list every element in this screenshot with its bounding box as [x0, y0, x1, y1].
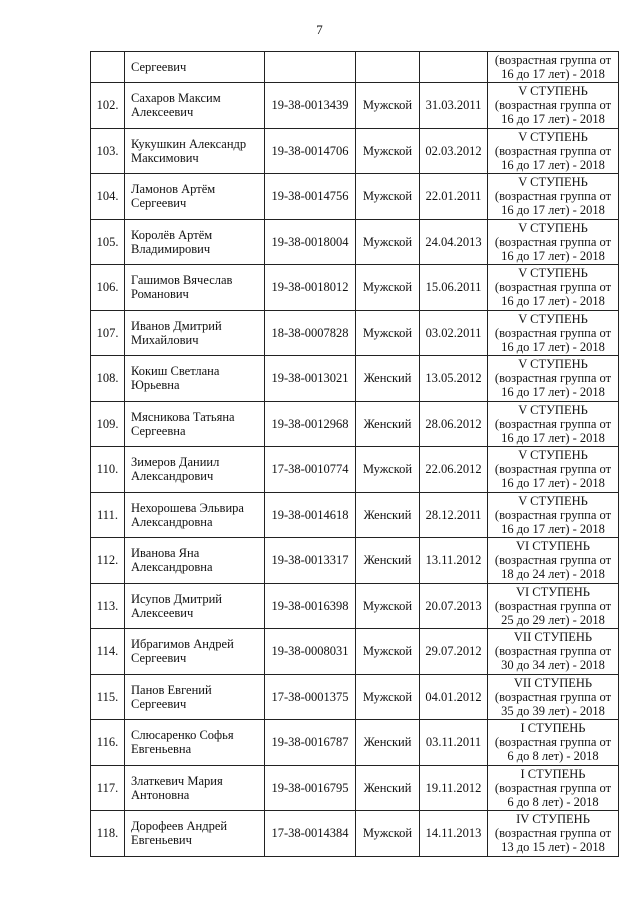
gto-level-line: (возрастная группа от: [494, 598, 612, 613]
gto-level-line: I СТУПЕНЬ: [520, 721, 586, 736]
uin-code: 19-38-0013439: [265, 83, 356, 129]
table-row: [91, 356, 619, 402]
full-name-line: Златкевич Мария: [131, 773, 223, 788]
gto-level-line: (возрастная группа от: [494, 325, 612, 340]
gto-level-line: (возрастная группа от: [494, 234, 612, 249]
gto-level-line: (возрастная группа от: [494, 189, 612, 204]
table-row: [91, 492, 619, 538]
gto-level-line: 6 до 8 лет) - 2018: [507, 749, 599, 764]
gto-level: [488, 765, 619, 811]
birth-date: 22.01.2011: [420, 174, 488, 220]
table-row: [91, 83, 619, 129]
gto-level-line: (возрастная группа от: [494, 416, 612, 431]
gto-level: [488, 674, 619, 720]
full-name: [125, 583, 265, 629]
full-name: [125, 128, 265, 174]
table-row: [91, 219, 619, 265]
birth-date: 31.03.2011: [420, 83, 488, 129]
full-name-line: Алексеевич: [131, 105, 194, 120]
full-name-line: Михайлович: [131, 332, 199, 347]
uin-code: 19-38-0016398: [265, 583, 356, 629]
full-name-line: Евгеньевич: [131, 833, 192, 848]
gender: [356, 52, 420, 83]
gto-level: [488, 265, 619, 311]
gender: Мужской: [356, 583, 420, 629]
full-name-line: Сергеевич: [131, 196, 187, 211]
gender: Женский: [356, 401, 420, 447]
gto-level-line: 16 до 17 лет) - 2018: [501, 521, 605, 536]
full-name-line: Королёв Артём: [131, 227, 213, 242]
table-row: [91, 128, 619, 174]
full-name-line: Евгеньевна: [131, 742, 192, 757]
uin-code: 19-38-0014618: [265, 492, 356, 538]
table-row: [91, 174, 619, 220]
row-number: 118.: [91, 811, 125, 857]
birth-date: 20.07.2013: [420, 583, 488, 629]
full-name-line: Кукушкин Александр: [131, 136, 247, 151]
uin-code: 19-38-0016787: [265, 720, 356, 766]
full-name: [125, 720, 265, 766]
gto-level: [488, 538, 619, 584]
full-name-line: Сергеевич: [131, 696, 187, 711]
gender: Женский: [356, 765, 420, 811]
full-name-line: Юрьевна: [131, 378, 180, 393]
gto-level-line: (возрастная группа от: [494, 553, 612, 568]
full-name-line: Иванов Дмитрий: [131, 318, 222, 333]
uin-code: 17-38-0001375: [265, 674, 356, 720]
full-name-line: Гашимов Вячеслав: [131, 273, 233, 288]
row-number: 105.: [91, 219, 125, 265]
gender: Мужской: [356, 674, 420, 720]
row-number: 111.: [91, 492, 125, 538]
gto-level: [488, 83, 619, 129]
table-row: [91, 310, 619, 356]
gto-level-line: 16 до 17 лет) - 2018: [501, 385, 605, 400]
gto-level-line: V СТУПЕНЬ: [518, 175, 588, 190]
gto-level-line: 16 до 17 лет) - 2018: [501, 339, 605, 354]
gender: Мужской: [356, 811, 420, 857]
full-name: [125, 765, 265, 811]
gto-level-line: (возрастная группа от: [494, 53, 612, 67]
full-name: [125, 674, 265, 720]
uin-code: 19-38-0012968: [265, 401, 356, 447]
full-name-line: Панов Евгений: [131, 682, 212, 697]
full-name: [125, 174, 265, 220]
gto-level-line: (возрастная группа от: [494, 735, 612, 750]
row-number: 106.: [91, 265, 125, 311]
full-name: [125, 265, 265, 311]
birth-date: 28.06.2012: [420, 401, 488, 447]
gto-level-line: 25 до 29 лет) - 2018: [501, 612, 605, 627]
birth-date: 15.06.2011: [420, 265, 488, 311]
gto-level-line: V СТУПЕНЬ: [518, 129, 588, 144]
gto-level-line: (возрастная группа от: [494, 826, 612, 841]
gto-level-line: VI СТУПЕНЬ: [515, 584, 590, 599]
gto-level-line: 18 до 24 лет) - 2018: [501, 567, 605, 582]
uin-code: 17-38-0014384: [265, 811, 356, 857]
gender: Женский: [356, 538, 420, 584]
gender: Мужской: [356, 219, 420, 265]
gto-level-line: V СТУПЕНЬ: [518, 311, 588, 326]
full-name: [125, 811, 265, 857]
birth-date: [420, 52, 488, 83]
gto-level-line: (возрастная группа от: [494, 507, 612, 522]
uin-code: 19-38-0016795: [265, 765, 356, 811]
registry-table: [90, 51, 619, 857]
gto-level-line: VII СТУПЕНЬ: [513, 630, 593, 645]
gto-level-line: 16 до 17 лет) - 2018: [501, 430, 605, 445]
gto-level-line: (возрастная группа от: [494, 280, 612, 295]
full-name: [125, 538, 265, 584]
full-name-line: Слюсаренко Софья: [131, 728, 234, 743]
gender: Мужской: [356, 83, 420, 129]
gto-level-line: (возрастная группа от: [494, 371, 612, 386]
birth-date: 03.11.2011: [420, 720, 488, 766]
row-number: 109.: [91, 401, 125, 447]
gto-level-line: 16 до 17 лет) - 2018: [501, 67, 605, 81]
gto-level-line: V СТУПЕНЬ: [518, 266, 588, 281]
gto-level-line: 35 до 39 лет) - 2018: [501, 703, 605, 718]
page-number: 7: [316, 22, 323, 37]
row-number: 115.: [91, 674, 125, 720]
full-name-line: Ламонов Артём: [131, 182, 216, 197]
gto-level: [488, 401, 619, 447]
birth-date: 03.02.2011: [420, 310, 488, 356]
full-name: [125, 310, 265, 356]
gto-level-line: V СТУПЕНЬ: [518, 357, 588, 372]
gto-level-line: 16 до 17 лет) - 2018: [501, 476, 605, 491]
full-name-line: Алексеевич: [131, 605, 194, 620]
uin-code: 19-38-0008031: [265, 629, 356, 675]
full-name-line: Сахаров Максим: [131, 91, 221, 106]
gto-level-line: (возрастная группа от: [494, 644, 612, 659]
gto-level-line: 16 до 17 лет) - 2018: [501, 203, 605, 218]
gender: Мужской: [356, 265, 420, 311]
gender: Мужской: [356, 447, 420, 493]
gto-level-line: (возрастная группа от: [494, 98, 612, 113]
uin-code: 19-38-0018004: [265, 219, 356, 265]
row-number: 103.: [91, 128, 125, 174]
birth-date: 24.04.2013: [420, 219, 488, 265]
full-name-line: Александровна: [131, 514, 213, 529]
row-number: [91, 52, 125, 83]
table-row: [91, 265, 619, 311]
full-name-line: Максимович: [131, 150, 199, 165]
gto-level-line: V СТУПЕНЬ: [518, 84, 588, 99]
table-row: [91, 401, 619, 447]
table-row: [91, 811, 619, 857]
gto-level-line: 16 до 17 лет) - 2018: [501, 157, 605, 172]
uin-code: 19-38-0014756: [265, 174, 356, 220]
gto-level-line: VI СТУПЕНЬ: [515, 539, 590, 554]
full-name: [125, 629, 265, 675]
gto-level-line: 16 до 17 лет) - 2018: [501, 294, 605, 309]
table-row: [91, 583, 619, 629]
table-row: [91, 52, 619, 83]
birth-date: 04.01.2012: [420, 674, 488, 720]
full-name-line: Ибрагимов Андрей: [131, 637, 234, 652]
birth-date: 19.11.2012: [420, 765, 488, 811]
uin-code: 19-38-0018012: [265, 265, 356, 311]
gender: Мужской: [356, 174, 420, 220]
gto-level-line: 16 до 17 лет) - 2018: [501, 112, 605, 127]
full-name-line: Нехорошева Эльвира: [131, 500, 244, 515]
gto-level: [488, 492, 619, 538]
gto-level: [488, 174, 619, 220]
gto-level-line: IV СТУПЕНЬ: [516, 812, 590, 827]
gto-level: [488, 583, 619, 629]
gto-level-line: VII СТУПЕНЬ: [513, 675, 593, 690]
gto-level-line: (возрастная группа от: [494, 462, 612, 477]
full-name: [125, 401, 265, 447]
row-number: 112.: [91, 538, 125, 584]
gto-level-line: 16 до 17 лет) - 2018: [501, 248, 605, 263]
full-name-line: Зимеров Даниил: [131, 455, 220, 470]
row-number: 110.: [91, 447, 125, 493]
uin-code: 17-38-0010774: [265, 447, 356, 493]
full-name-line: Александровна: [131, 560, 213, 575]
gto-level: [488, 447, 619, 493]
gto-level: [488, 356, 619, 402]
gto-level: [488, 128, 619, 174]
uin-code: 18-38-0007828: [265, 310, 356, 356]
gender: Мужской: [356, 629, 420, 675]
full-name-line: Сергеевна: [131, 423, 186, 438]
full-name-line: Кокиш Светлана: [131, 364, 220, 379]
gto-level-line: (возрастная группа от: [494, 780, 612, 795]
row-number: 117.: [91, 765, 125, 811]
birth-date: 13.11.2012: [420, 538, 488, 584]
birth-date: 14.11.2013: [420, 811, 488, 857]
gto-level-line: (возрастная группа от: [494, 143, 612, 158]
gender: Мужской: [356, 310, 420, 356]
full-name-line: Дорофеев Андрей: [131, 819, 228, 834]
full-name-line: Мясникова Татьяна: [131, 409, 235, 424]
row-number: 108.: [91, 356, 125, 402]
table-row: [91, 447, 619, 493]
row-number: 102.: [91, 83, 125, 129]
gto-level-line: 6 до 8 лет) - 2018: [507, 794, 599, 809]
gender: Женский: [356, 720, 420, 766]
birth-date: 22.06.2012: [420, 447, 488, 493]
gto-level-line: I СТУПЕНЬ: [520, 766, 586, 781]
registry-table-body: [91, 52, 619, 857]
full-name-line: Исупов Дмитрий: [131, 591, 222, 606]
gto-level: [488, 52, 619, 83]
gto-level: [488, 629, 619, 675]
table-row: [91, 765, 619, 811]
uin-code: [265, 52, 356, 83]
full-name: [125, 52, 265, 83]
birth-date: 13.05.2012: [420, 356, 488, 402]
row-number: 107.: [91, 310, 125, 356]
gto-level-line: 13 до 15 лет) - 2018: [501, 840, 605, 855]
full-name-line: Иванова Яна: [131, 546, 200, 561]
uin-code: 19-38-0013317: [265, 538, 356, 584]
gto-level: [488, 310, 619, 356]
full-name-line: Александрович: [131, 469, 214, 484]
gto-level: [488, 811, 619, 857]
row-number: 104.: [91, 174, 125, 220]
full-name: [125, 492, 265, 538]
row-number: 114.: [91, 629, 125, 675]
gto-level-line: V СТУПЕНЬ: [518, 493, 588, 508]
full-name-line: Владимирович: [131, 241, 211, 256]
birth-date: 29.07.2012: [420, 629, 488, 675]
gto-level-line: V СТУПЕНЬ: [518, 448, 588, 463]
birth-date: 02.03.2012: [420, 128, 488, 174]
full-name-line: Сергеевич: [131, 651, 187, 666]
gto-level: [488, 219, 619, 265]
uin-code: 19-38-0014706: [265, 128, 356, 174]
full-name-line: Антоновна: [131, 787, 190, 802]
row-number: 113.: [91, 583, 125, 629]
full-name: [125, 83, 265, 129]
row-number: 116.: [91, 720, 125, 766]
gender: Женский: [356, 492, 420, 538]
birth-date: 28.12.2011: [420, 492, 488, 538]
full-name: [125, 356, 265, 402]
gto-level: [488, 720, 619, 766]
table-row: [91, 538, 619, 584]
full-name-line: Романович: [131, 287, 189, 302]
gender: Мужской: [356, 128, 420, 174]
table-row: [91, 629, 619, 675]
gto-level-line: (возрастная группа от: [494, 689, 612, 704]
full-name: [125, 219, 265, 265]
full-name: [125, 447, 265, 493]
gto-level-line: 30 до 34 лет) - 2018: [501, 658, 605, 673]
gto-level-line: V СТУПЕНЬ: [518, 402, 588, 417]
table-row: [91, 720, 619, 766]
table-row: [91, 674, 619, 720]
gender: Женский: [356, 356, 420, 402]
full-name-line: Сергеевич: [131, 60, 187, 74]
uin-code: 19-38-0013021: [265, 356, 356, 402]
gto-level-line: V СТУПЕНЬ: [518, 220, 588, 235]
